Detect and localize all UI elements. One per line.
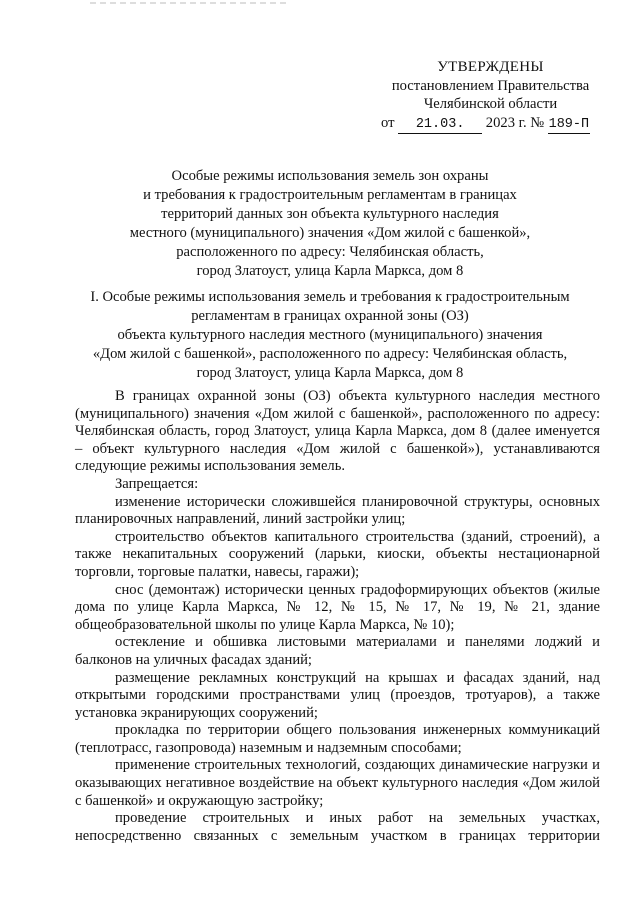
scan-artifact	[90, 0, 290, 8]
section-heading-line: регламентам в границах охранной зоны (ОЗ)	[191, 308, 469, 324]
section-heading-line: I. Особые режимы использования земель и требования к градостроительным	[90, 289, 570, 305]
title-line: Особые режимы использования земель зон охраны	[171, 168, 489, 184]
title-line: город Златоуст, улица Карла Маркса, дом 8	[196, 263, 464, 279]
section-heading-line: объекта культурного наследия местного (муниципального) значения	[117, 327, 543, 343]
section-heading	[60, 288, 600, 383]
title-line: расположенного по адресу: Челябинская область,	[176, 244, 484, 260]
date-prefix: от	[381, 114, 395, 131]
approval-block	[383, 58, 598, 134]
title-line: территорий данных зон объекта культурного наследия	[161, 206, 499, 222]
paragraph: Запрещается:	[115, 475, 199, 492]
paragraph: строительство объектов капитального строительства (зданий, строений), а также некапитальных сооружений (ларьки, киоски, объекты нестационарной торговли, торговые палатки, навесы, гаражи);	[75, 528, 600, 580]
paragraph: изменение исторически сложившейся планировочной структуры, основных планировочных направлений, линий застройки улиц;	[75, 493, 600, 528]
paragraph: применение строительных технологий, создающих динамические нагрузки и оказывающих негативное воздействие на объект культурного наследия «Дом жилой с башенкой» и окружающую застройку;	[75, 757, 600, 809]
title-line: местного (муниципального) значения «Дом жилой с башенкой»,	[129, 225, 531, 241]
body-text	[75, 388, 600, 845]
paragraph: В границах охранной зоны (ОЗ) объекта культурного наследия местного (муниципального) значения «Дом жилой с башенкой», расположенного по адресу: Челябинская область, город Златоуст, улица Карла Маркса, дом 8 (далее именуется – объект культурного наследия «Дом жилой с башенкой»), устанавливаются следующие режимы использования земель.	[75, 388, 600, 475]
title-line: и требования к градостроительным регламентам в границах	[143, 187, 517, 203]
approval-number: 189-П	[548, 116, 590, 132]
paragraph: размещение рекламных конструкций на крышах и фасадах зданий, над открытыми городскими пространствами улиц (проездов, тротуаров), а также установка экранирующих сооружений;	[75, 669, 600, 721]
section-heading-line: город Златоуст, улица Карла Маркса, дом 8	[196, 365, 464, 381]
approval-line-2: Челябинской области	[423, 96, 558, 112]
paragraph: остекление и обшивка листовыми материалами и панелями лоджий и балконов на уличных фасадах зданий;	[75, 634, 600, 668]
section-heading-line: «Дом жилой с башенкой», расположенного по адресу: Челябинская область,	[92, 346, 568, 362]
approval-date-line	[381, 114, 596, 134]
approval-year: 2023 г. №	[485, 114, 545, 131]
approval-title: УТВЕРЖДЕНЫ	[437, 59, 544, 75]
approval-date: 21.03.	[398, 117, 482, 134]
paragraph: снос (демонтаж) исторически ценных градоформирующих объектов (жилые дома по улице Карла Маркса, № 12, № 15, № 17, № 19, № 21, здание общеобразовательной школы по улице Карла Маркса, № 10);	[75, 581, 600, 633]
paragraph: прокладка по территории общего пользования инженерных коммуникаций (теплотрасс, газопровода) наземным и надземным способами;	[75, 722, 600, 756]
document-title	[60, 167, 600, 281]
approval-line-1: постановлением Правительства	[391, 77, 590, 94]
paragraph: проведение строительных и иных работ на земельных участках, непосредственно связанных с земельным участком в границах территории	[75, 810, 600, 844]
